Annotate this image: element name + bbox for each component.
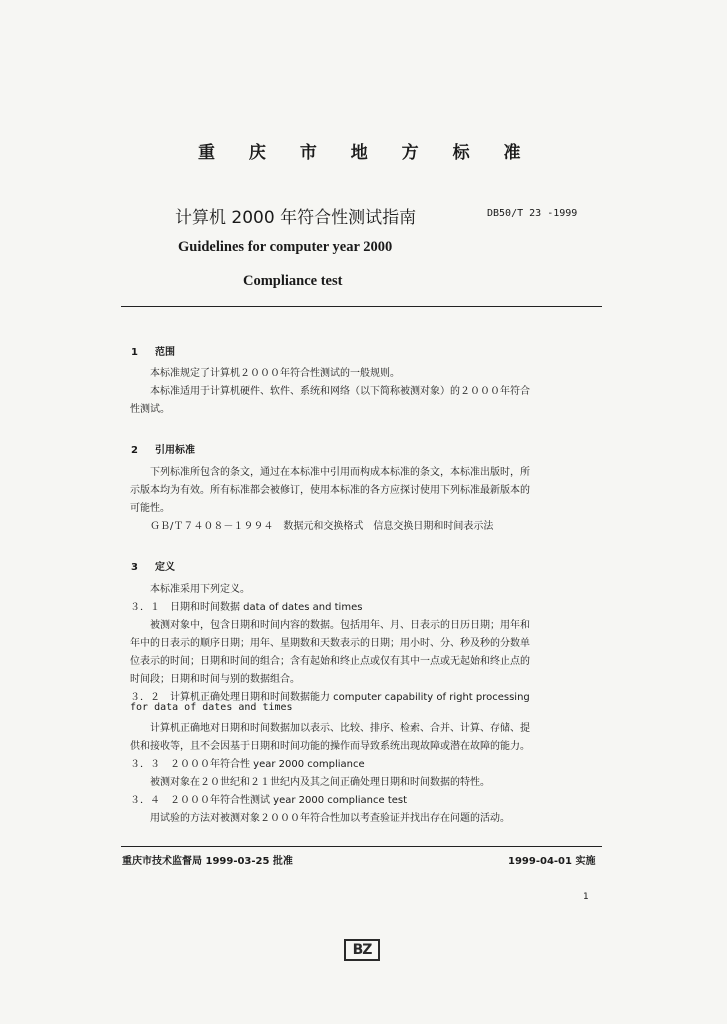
paragraph-line: 时间段；日期和时间与别的数据组合。 (130, 674, 300, 685)
definition-heading: ３．３ ２０００年符合性 year 2000 compliance (130, 759, 365, 770)
document-title-cn: 计算机 2000 年符合性测试指南 (175, 208, 417, 228)
paragraph-line: 本标准规定了计算机２０００年符合性测试的一般规则。 (150, 368, 400, 379)
section-title: 范围 (155, 347, 175, 358)
footer-divider (121, 846, 602, 847)
paragraph-line: 计算机正确地对日期和时间数据加以表示、比较、排序、检索、合并、计算、存储、提 (150, 723, 530, 734)
paragraph-line: 本标准适用于计算机硬件、软件、系统和网络（以下简称被测对象）的２０００年符合 (150, 386, 530, 397)
paragraph-line: 年中的日表示的顺序日期；用年、星期数和天数表示的日期；用小时、分、秒及秒的分数单 (130, 638, 530, 649)
definition-heading: ３．２ 计算机正确处理日期和时间数据能力 computer capability of right processing (130, 692, 530, 703)
paragraph-line: 性测试。 (130, 404, 170, 415)
standard-number: DB50/T 23 -1999 (487, 208, 578, 219)
section-3-heading (131, 558, 175, 573)
paragraph-line: 被测对象中，包含日期和时间内容的数据。包括用年、月、日表示的日历日期；用年和 (150, 620, 530, 631)
definition-heading-continuation: for data of dates and times (130, 702, 293, 713)
section-number: 2 (131, 445, 138, 456)
page-number: 1 (583, 892, 589, 902)
document-title-en-line1: Guidelines for computer year 2000 (178, 239, 393, 255)
section-2-heading (131, 441, 195, 456)
header-divider (121, 306, 602, 307)
referenced-standard: ＧＢ/Ｔ７４０８－１９９４ 数据元和交换格式 信息交换日期和时间表示法 (150, 521, 494, 532)
effective-date: 1999-04-01 实施 (508, 856, 596, 867)
standard-type-heading: 重 庆 市 地 方 标 准 (198, 143, 535, 163)
section-1-heading (131, 343, 175, 358)
definition-heading: ３．１ 日期和时间数据 data of dates and times (130, 602, 363, 613)
bz-logo-text: BZ (352, 942, 372, 958)
paragraph-line: 被测对象在２０世纪和２１世纪内及其之间正确处理日期和时间数据的特性。 (150, 777, 490, 788)
approval-date: 重庆市技术监督局 1999-03-25 批准 (122, 856, 293, 867)
paragraph-line: 用试验的方法对被测对象２０００年符合性加以考查验证并找出存在问题的活动。 (150, 813, 510, 824)
definition-heading: ３．４ ２０００年符合性测试 year 2000 compliance test (130, 795, 408, 806)
section-title: 定义 (155, 562, 175, 573)
paragraph-line: 本标准采用下列定义。 (150, 584, 250, 595)
paragraph-line: 下列标准所包含的条文，通过在本标准中引用而构成本标准的条文，本标准出版时，所 (150, 467, 530, 478)
paragraph-line: 可能性。 (130, 503, 170, 514)
section-title: 引用标准 (155, 445, 195, 456)
section-number: 1 (131, 347, 138, 358)
bz-logo (344, 939, 380, 961)
document-title-en-line2: Compliance test (243, 273, 343, 289)
paragraph-line: 示版本均为有效。所有标准都会被修订，使用本标准的各方应探讨使用下列标准最新版本的 (130, 485, 530, 496)
paragraph-line: 位表示的时间；日期和时间的组合；含有起始和终止点或仅有其中一点或无起始和终止点的 (130, 656, 530, 667)
section-number: 3 (131, 562, 138, 573)
paragraph-line: 供和接收等，且不会因基于日期和时间功能的操作而导致系统出现故障或潜在故障的能力。 (130, 741, 530, 752)
